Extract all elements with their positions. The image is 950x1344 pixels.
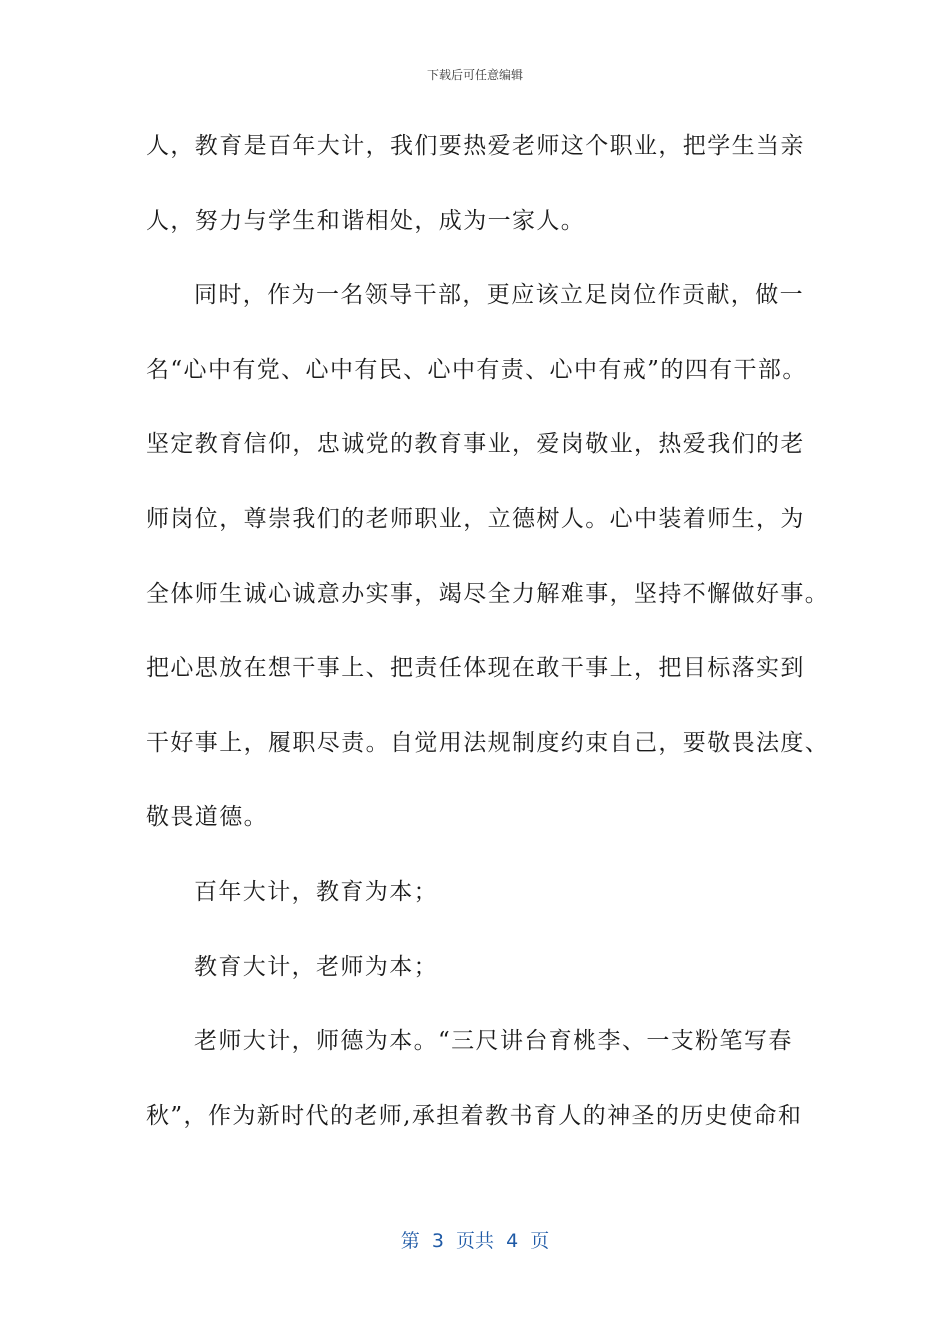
body-line-6: 师岗位，尊崇我们的老师职业，立德树人。心中装着师生，为 (146, 505, 805, 532)
document-body (146, 125, 830, 1169)
body-line-11: 百年大计，教育为本； (194, 878, 438, 905)
body-line-12: 教育大计，老师为本； (194, 953, 438, 980)
body-line-10: 敬畏道德。 (146, 804, 268, 831)
body-line-8: 把心思放在想干事上、把责任体现在敢干事上，把目标落实到 (146, 655, 805, 682)
body-line-13: 老师大计，师德为本。“三尺讲台育桃李、一支粉笔写春 (194, 1028, 793, 1055)
body-line-5: 坚定教育信仰，忠诚党的教育事业，爱岗敬业，热爱我们的老 (146, 431, 805, 458)
body-line-1: 人，教育是百年大计，我们要热爱老师这个职业，把学生当亲 (146, 133, 805, 159)
body-line-14: 秋”，作为新时代的老师,承担着教书育人的神圣的历史使命和 (146, 1102, 803, 1129)
body-line-4: 名“心中有党、心中有民、心中有责、心中有戒”的四有干部。 (146, 356, 807, 383)
body-line-9: 干好事上，履职尽责。自觉用法规制度约束自己，要敬畏法度、 (146, 729, 830, 756)
body-line-7: 全体师生诚心诚意办实事，竭尽全力解难事，坚持不懈做好事。 (146, 580, 830, 607)
body-line-2: 人，努力与学生和谐相处，成为一家人。 (146, 207, 586, 234)
page-header: 下载后可任意编辑 (426, 68, 523, 82)
body-line-3: 同时，作为一名领导干部，更应该立足岗位作贡献，做一 (194, 282, 804, 309)
page-footer-page-number: 第 3 页共 4 页 (400, 1230, 550, 1252)
